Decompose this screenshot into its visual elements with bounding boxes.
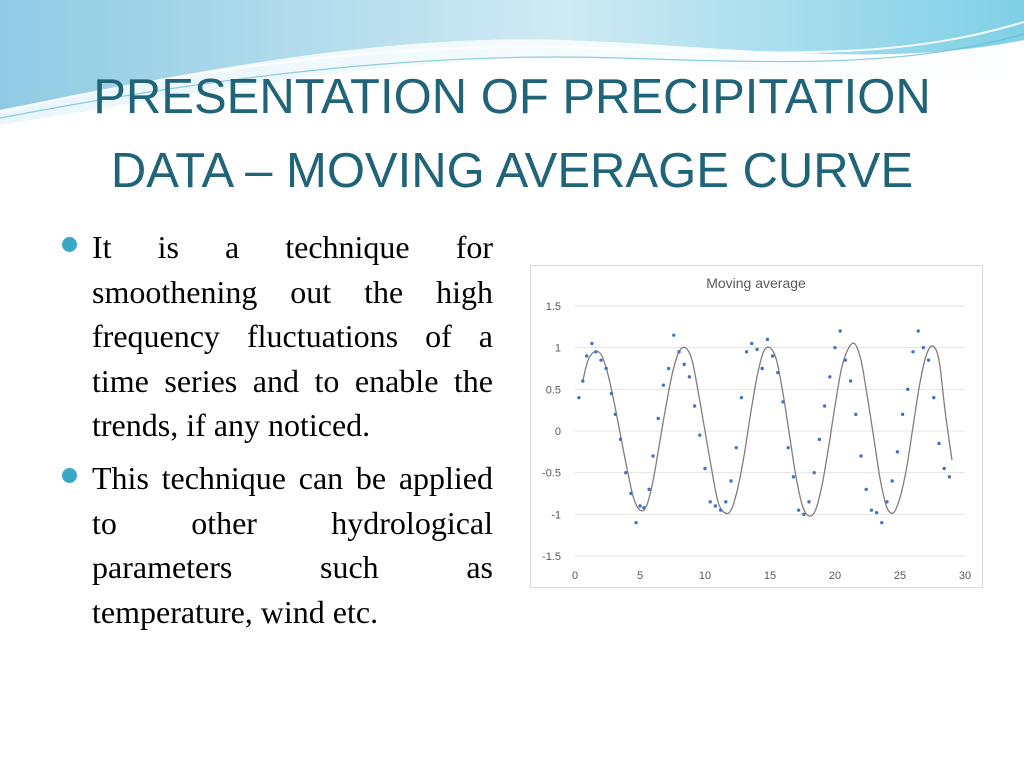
slide-title-line-2: DATA – MOVING AVERAGE CURVE: [110, 144, 914, 198]
x-tick-label: 0: [571, 570, 579, 582]
bullet-text: It is a technique for smoothening out the high frequency fluctuations of a time series and to enable the trends, if any noticed.: [92, 229, 493, 444]
data-point: [943, 467, 946, 470]
data-point: [766, 338, 769, 341]
data-point: [844, 358, 847, 361]
data-point: [614, 413, 617, 416]
moving-average-chart: [530, 265, 983, 588]
data-point: [870, 508, 873, 511]
bullet-dot-icon: [62, 468, 77, 483]
data-point: [849, 379, 852, 382]
x-tick-label: 5: [636, 570, 644, 582]
data-point: [638, 504, 641, 507]
data-point: [781, 400, 784, 403]
data-point: [714, 504, 717, 507]
data-point: [755, 348, 758, 351]
y-tick-label: 0.5: [545, 384, 561, 397]
data-point: [703, 467, 706, 470]
data-point: [667, 367, 670, 370]
data-point: [745, 350, 748, 353]
data-point: [683, 363, 686, 366]
data-point: [859, 454, 862, 457]
chart-title: Moving average: [706, 275, 806, 291]
data-point: [922, 346, 925, 349]
data-point: [610, 392, 613, 395]
data-point: [662, 383, 665, 386]
data-point: [724, 500, 727, 503]
data-point: [932, 396, 935, 399]
data-point: [875, 511, 878, 514]
data-point: [647, 488, 650, 491]
chart-canvas: [531, 266, 982, 587]
data-point: [927, 358, 930, 361]
data-point: [776, 371, 779, 374]
data-point: [594, 350, 597, 353]
data-point: [865, 488, 868, 491]
x-tick-label: 25: [893, 570, 907, 582]
data-point: [624, 471, 627, 474]
chart-series: [577, 329, 952, 524]
data-point: [937, 442, 940, 445]
data-point: [577, 396, 580, 399]
bullet-text: This technique can be applied to other hydrological parameters such as temperature, wind etc.: [92, 459, 493, 630]
data-point: [719, 508, 722, 511]
y-tick-label: 1.5: [545, 301, 561, 313]
data-point: [729, 479, 732, 482]
x-tick-label: 10: [698, 570, 712, 582]
slide-title-line-1: PRESENTATION OF PRECIPITATION: [93, 70, 931, 124]
x-tick-label: 30: [958, 570, 972, 582]
data-point: [792, 475, 795, 478]
data-point: [619, 438, 622, 441]
bullet-item: [60, 456, 493, 634]
y-tick-label: -1: [551, 509, 561, 522]
data-point: [833, 346, 836, 349]
y-tick-label: -1.5: [542, 551, 561, 563]
data-point: [839, 329, 842, 332]
data-point: [761, 367, 764, 370]
data-point: [911, 350, 914, 353]
data-point: [605, 367, 608, 370]
data-point: [802, 513, 805, 516]
bullet-list: [60, 225, 493, 642]
data-point: [807, 500, 810, 503]
data-point: [787, 446, 790, 449]
data-point: [771, 354, 774, 357]
data-point: [885, 500, 888, 503]
data-point: [590, 342, 593, 345]
x-axis-ticks: [572, 570, 971, 582]
slide-title: [40, 60, 984, 208]
y-axis-ticks: [542, 301, 561, 563]
data-point: [901, 413, 904, 416]
data-point: [642, 506, 645, 509]
data-point: [634, 521, 637, 524]
data-point: [599, 358, 602, 361]
data-point: [917, 329, 920, 332]
data-point: [896, 450, 899, 453]
data-point: [854, 413, 857, 416]
data-point: [581, 379, 584, 382]
data-point: [828, 375, 831, 378]
data-point: [740, 396, 743, 399]
y-tick-label: 0: [554, 426, 561, 438]
data-point: [823, 404, 826, 407]
data-point: [948, 475, 951, 478]
data-point: [657, 417, 660, 420]
data-point: [818, 438, 821, 441]
data-point: [629, 492, 632, 495]
data-point: [709, 500, 712, 503]
data-point: [797, 508, 800, 511]
data-point: [750, 342, 753, 345]
chart-grid: [575, 306, 965, 556]
data-point: [891, 479, 894, 482]
data-point: [698, 433, 701, 436]
data-point: [906, 388, 909, 391]
bullet-item: [60, 225, 493, 448]
x-tick-label: 15: [763, 570, 777, 582]
bullet-dot-icon: [62, 237, 77, 252]
y-tick-label: -0.5: [542, 467, 561, 480]
data-point: [813, 471, 816, 474]
data-point: [672, 333, 675, 336]
data-point: [880, 521, 883, 524]
x-tick-label: 20: [828, 570, 842, 582]
data-point: [735, 446, 738, 449]
moving-average-line: [583, 343, 952, 516]
data-point: [688, 375, 691, 378]
data-point: [693, 404, 696, 407]
data-point: [651, 454, 654, 457]
data-point: [677, 350, 680, 353]
data-point: [585, 354, 588, 357]
y-tick-label: 1: [554, 342, 561, 355]
